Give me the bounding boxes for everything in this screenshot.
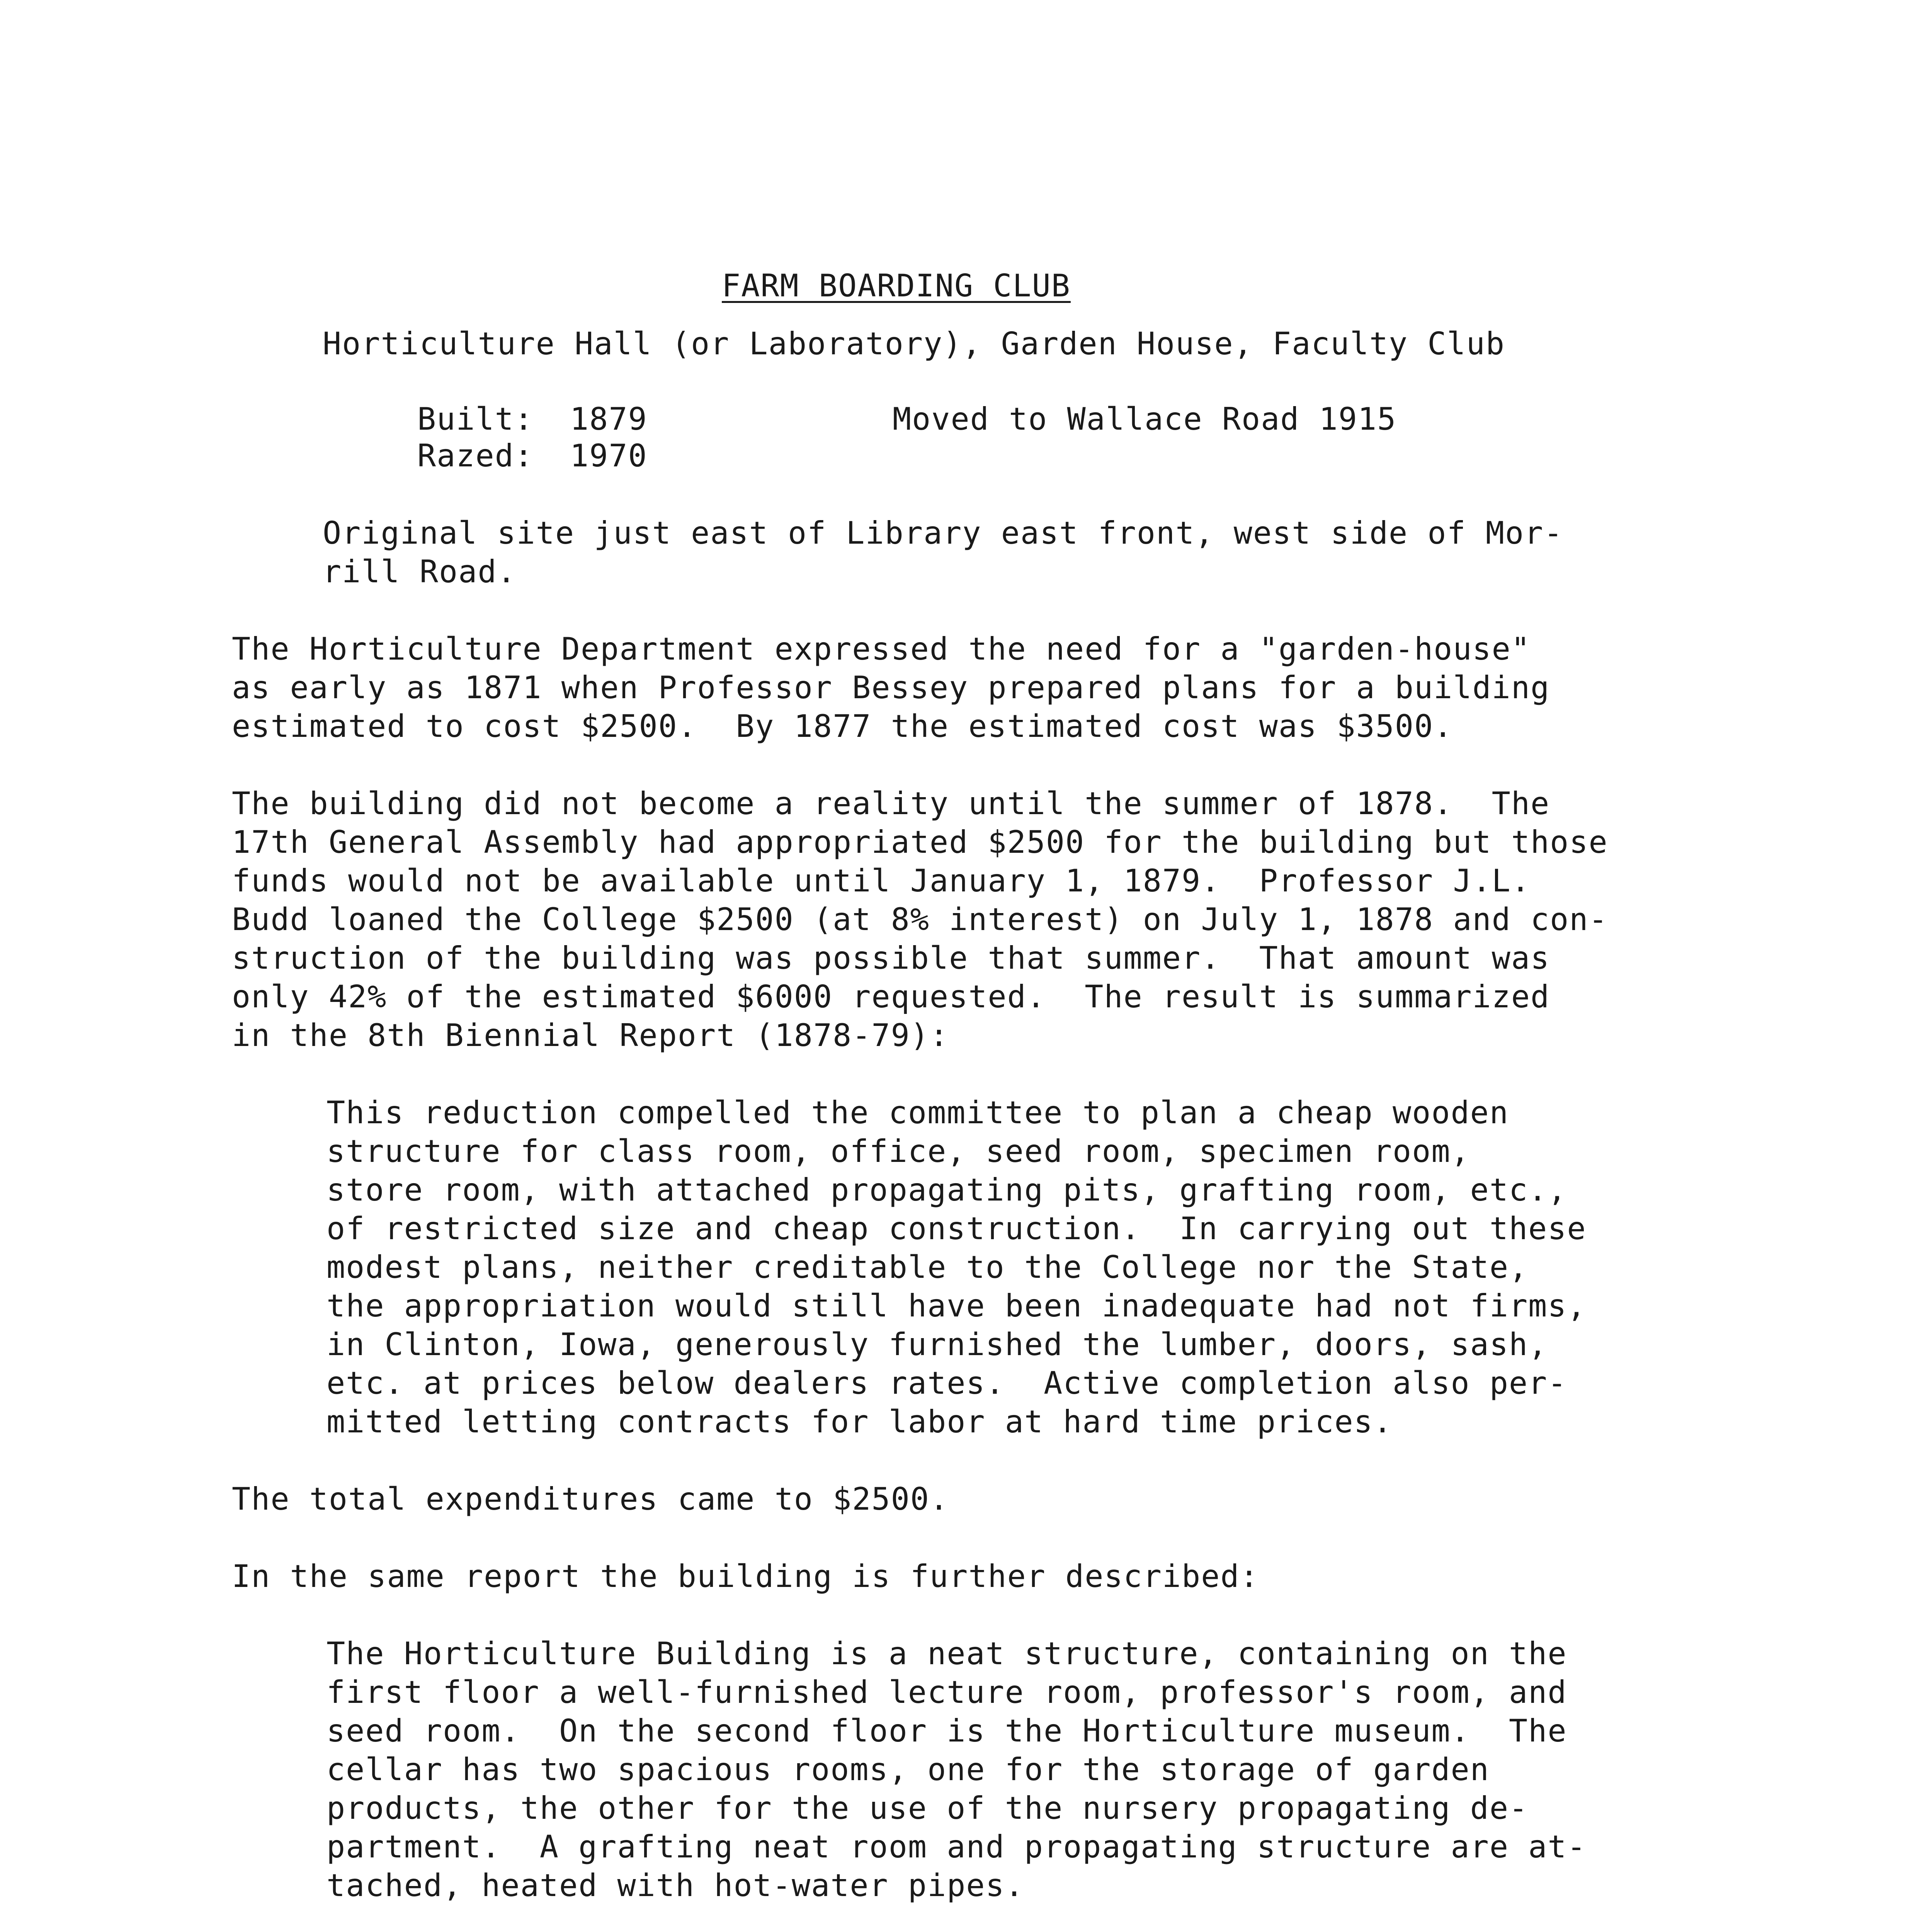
paragraph-2-line: funds would not be available until January 1, 1879. Professor J.L.: [232, 863, 1531, 899]
paragraph-1-line: The Horticulture Department expressed the need for a "garden-house": [232, 631, 1531, 667]
paragraph-2-line: Budd loaned the College $2500 (at 8% interest) on July 1, 1878 and con-: [232, 901, 1608, 937]
moved-note: Moved to Wallace Road 1915: [893, 401, 1397, 437]
razed-label: Razed:: [417, 438, 534, 474]
block-quote-2-line: first floor a well-furnished lecture room, professor's room, and: [327, 1674, 1567, 1710]
paragraph-2-line: in the 8th Biennial Report (1878-79):: [232, 1017, 949, 1053]
built-value: 1879: [570, 401, 648, 437]
site-line: rill Road.: [323, 554, 517, 590]
block-quote-1-line: This reduction compelled the committee to plan a cheap wooden: [327, 1095, 1509, 1131]
razed-value: 1970: [570, 438, 648, 474]
paragraph-1-line: estimated to cost $2500. By 1877 the estimated cost was $3500.: [232, 708, 1453, 744]
paragraph-2-line: only 42% of the estimated $6000 requested. The result is summarized: [232, 979, 1550, 1015]
block-quote-1-line: structure for class room, office, seed room, specimen room,: [327, 1133, 1470, 1169]
block-quote-2-line: partment. A grafting neat room and propagating structure are at-: [327, 1829, 1587, 1865]
block-quote-2-line: products, the other for the use of the nursery propagating de-: [327, 1790, 1529, 1826]
block-quote-1-line: mitted letting contracts for labor at hard time prices.: [327, 1404, 1393, 1440]
block-quote-1-line: etc. at prices below dealers rates. Active completion also per-: [327, 1365, 1567, 1401]
block-quote-1-line: modest plans, neither creditable to the College nor the State,: [327, 1249, 1529, 1285]
block-quote-2-line: The Horticulture Building is a neat structure, containing on the: [327, 1636, 1567, 1672]
block-quote-1-line: in Clinton, Iowa, generously furnished the lumber, doors, sash,: [327, 1327, 1548, 1362]
paragraph-1-line: as early as 1871 when Professor Bessey prepared plans for a building: [232, 670, 1550, 706]
paragraph-2-line: The building did not become a reality until the summer of 1878. The: [232, 786, 1550, 821]
paragraph-4: In the same report the building is further described:: [232, 1558, 1259, 1594]
block-quote-1-line: of restricted size and cheap construction. In carrying out these: [327, 1211, 1587, 1247]
built-label: Built:: [417, 401, 534, 437]
block-quote-1-line: store room, with attached propagating pits, grafting room, etc.,: [327, 1172, 1567, 1208]
block-quote-1-line: the appropriation would still have been inadequate had not firms,: [327, 1288, 1587, 1324]
subtitle: Horticulture Hall (or Laboratory), Garden House, Faculty Club: [323, 326, 1505, 362]
paragraph-2-line: 17th General Assembly had appropriated $2500 for the building but those: [232, 824, 1608, 860]
paragraph-3: The total expenditures came to $2500.: [232, 1481, 949, 1517]
site-line: Original site just east of Library east front, west side of Mor-: [323, 515, 1563, 551]
block-quote-2-line: seed room. On the second floor is the Horticulture museum. The: [327, 1713, 1567, 1749]
block-quote-2-line: cellar has two spacious rooms, one for the storage of garden: [327, 1752, 1490, 1787]
paragraph-2-line: struction of the building was possible that summer. That amount was: [232, 940, 1550, 976]
page-title: FARM BOARDING CLUB: [722, 268, 1071, 304]
block-quote-2-line: tached, heated with hot-water pipes.: [327, 1867, 1024, 1903]
